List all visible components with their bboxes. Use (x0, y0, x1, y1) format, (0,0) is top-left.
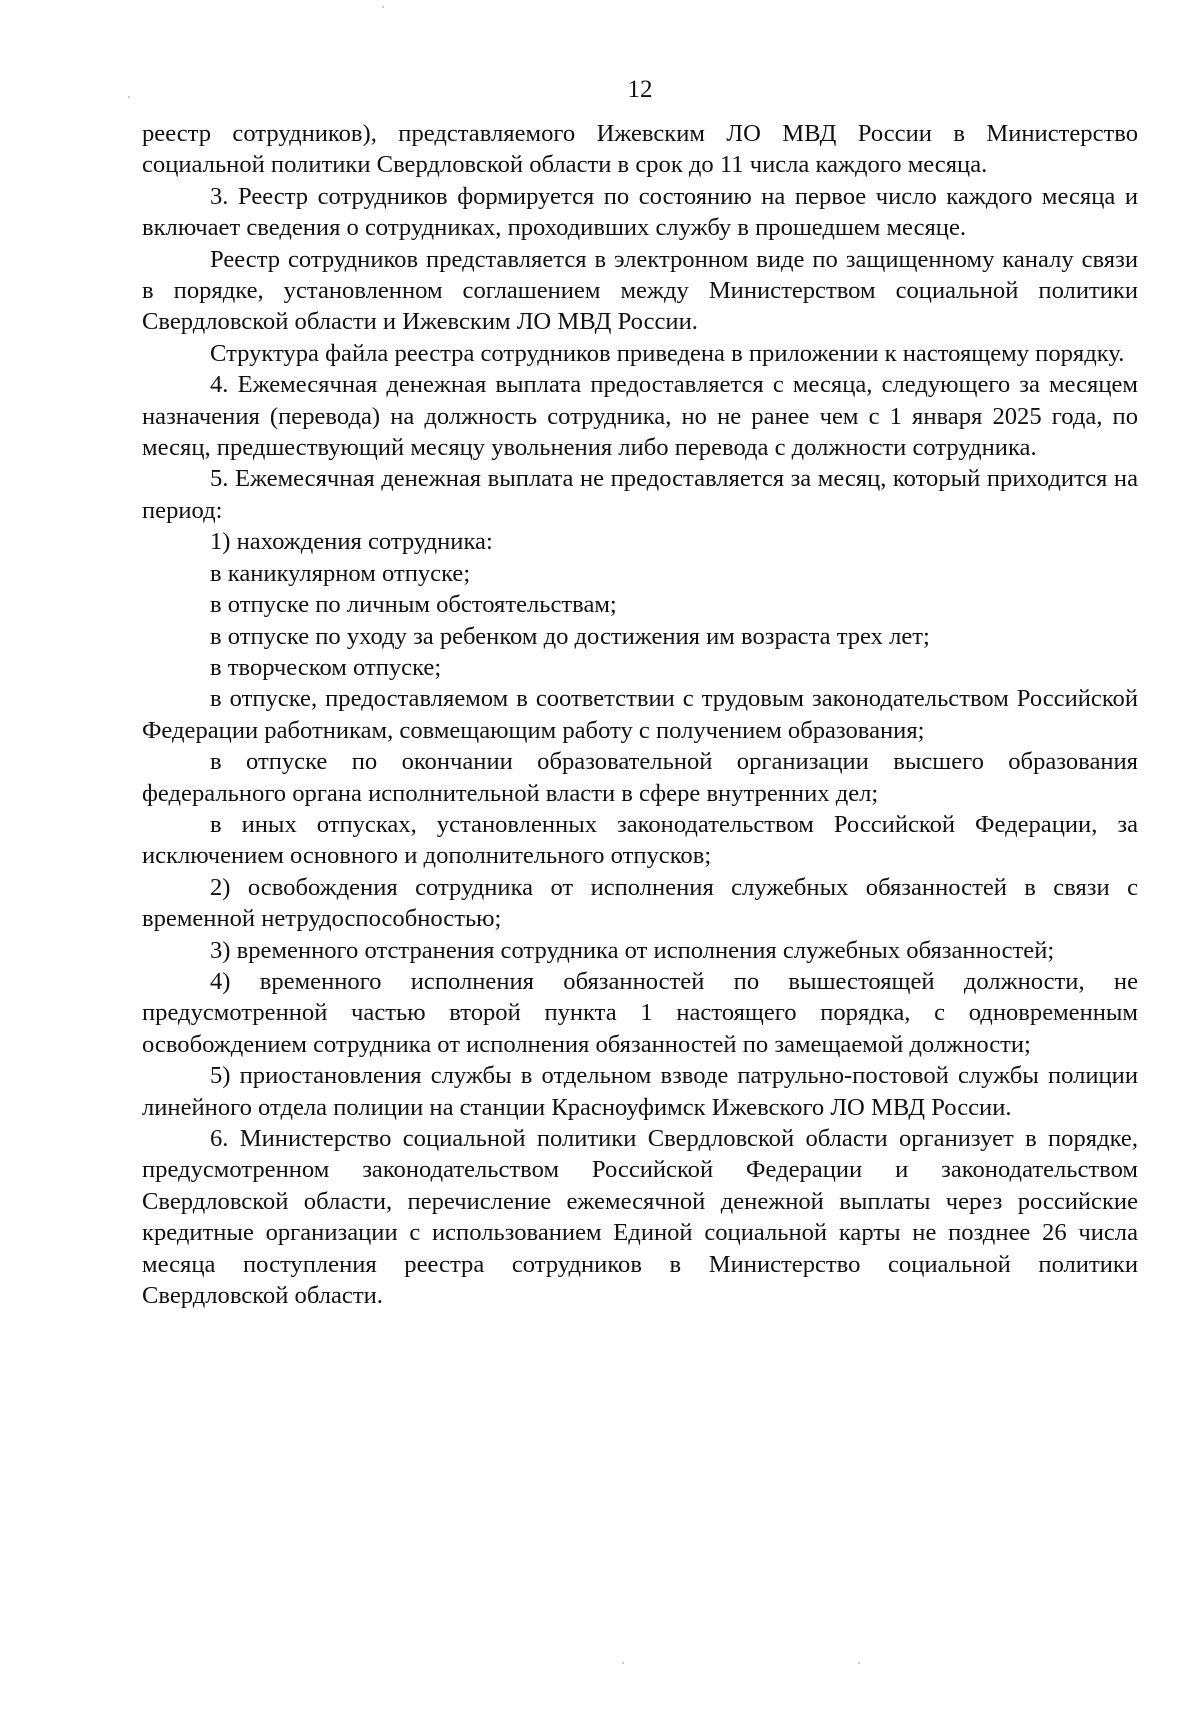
document-body (142, 118, 1138, 1311)
list-item: в иных отпусках, установленных законодательством Российской Федерации, за исключением основного и дополнительного отпусков; (142, 810, 1138, 870)
list-item: 2) освобождения сотрудника от исполнения служебных обязанностей в связи с временной нетрудоспособностью; (142, 873, 1138, 933)
list-item: 1) нахождения сотрудника: (210, 528, 493, 556)
list-item: 4) временного исполнения обязанностей по вышестоящей должности, не предусмотренной частью второй пункта 1 настоящего порядка, с одновременным освобождением сотрудника от исполнения обязанностей по замещаемой должности; (142, 967, 1138, 1058)
list-item: в отпуске по уходу за ребенком до достижения им возраста трех лет; (210, 622, 930, 650)
scan-speck (382, 6, 384, 8)
paragraph: реестр сотрудников), представляемого Ижевским ЛО МВД России в Министерство социальной политики Свердловской области в срок до 11 числа каждого месяца. (142, 120, 1138, 179)
list-item: в отпуске, предоставляемом в соответствии с трудовым законодательством Российской Федерации работникам, совмещающим работу с получением образования; (142, 685, 1138, 744)
list-item: 5) приостановления службы в отдельном взводе патрульно-постовой службы полиции линейного отдела полиции на станции Красноуфимск Ижевского ЛО МВД России. (142, 1062, 1138, 1121)
list-item: в отпуске по окончании образовательной организации высшего образования федерального органа исполнительной власти в сфере внутренних дел; (142, 748, 1138, 807)
scan-speck (858, 1662, 860, 1664)
list-item: в творческом отпуске; (210, 653, 442, 681)
list-item: в каникулярном отпуске; (210, 559, 471, 587)
paragraph: Структура файла реестра сотрудников приведена в приложении к настоящему порядку. (210, 339, 1125, 367)
scan-speck (622, 1662, 624, 1664)
paragraph: 6. Министерство социальной политики Свердловской области организует в порядке, предусмотренном законодательством Российской Федерации и законодательством Свердловской области, перечисление ежемесячной денежной выплаты через российские кредитные организации с использованием Единой социальной карты не позднее 26 числа месяца поступления реестра сотрудников в Министерство социальной политики Свердловской области. (142, 1125, 1138, 1310)
list-item: в отпуске по личным обстоятельствам; (210, 591, 617, 619)
paragraph: 4. Ежемесячная денежная выплата предоставляется с месяца, следующего за месяцем назначения (перевода) на должность сотрудника, но не ранее чем с 1 января 2025 года, по месяц, предшествующий месяцу увольнения либо перевода с должности сотрудника. (142, 371, 1138, 462)
list-item: 3) временного отстранения сотрудника от исполнения служебных обязанностей; (210, 936, 1055, 964)
paragraph: Реестр сотрудников представляется в электронном виде по защищенному каналу связи в порядке, установленном соглашением между Министерством социальной политики Свердловской области и Ижевским ЛО МВД России. (142, 245, 1138, 336)
page-number: 12 (627, 76, 653, 103)
paragraph: 3. Реестр сотрудников формируется по состоянию на первое число каждого месяца и включает сведения о сотрудниках, проходивших службу в прошедшем месяце. (142, 182, 1138, 242)
paragraph: 5. Ежемесячная денежная выплата не предоставляется за месяц, который приходится на период: (142, 465, 1138, 524)
